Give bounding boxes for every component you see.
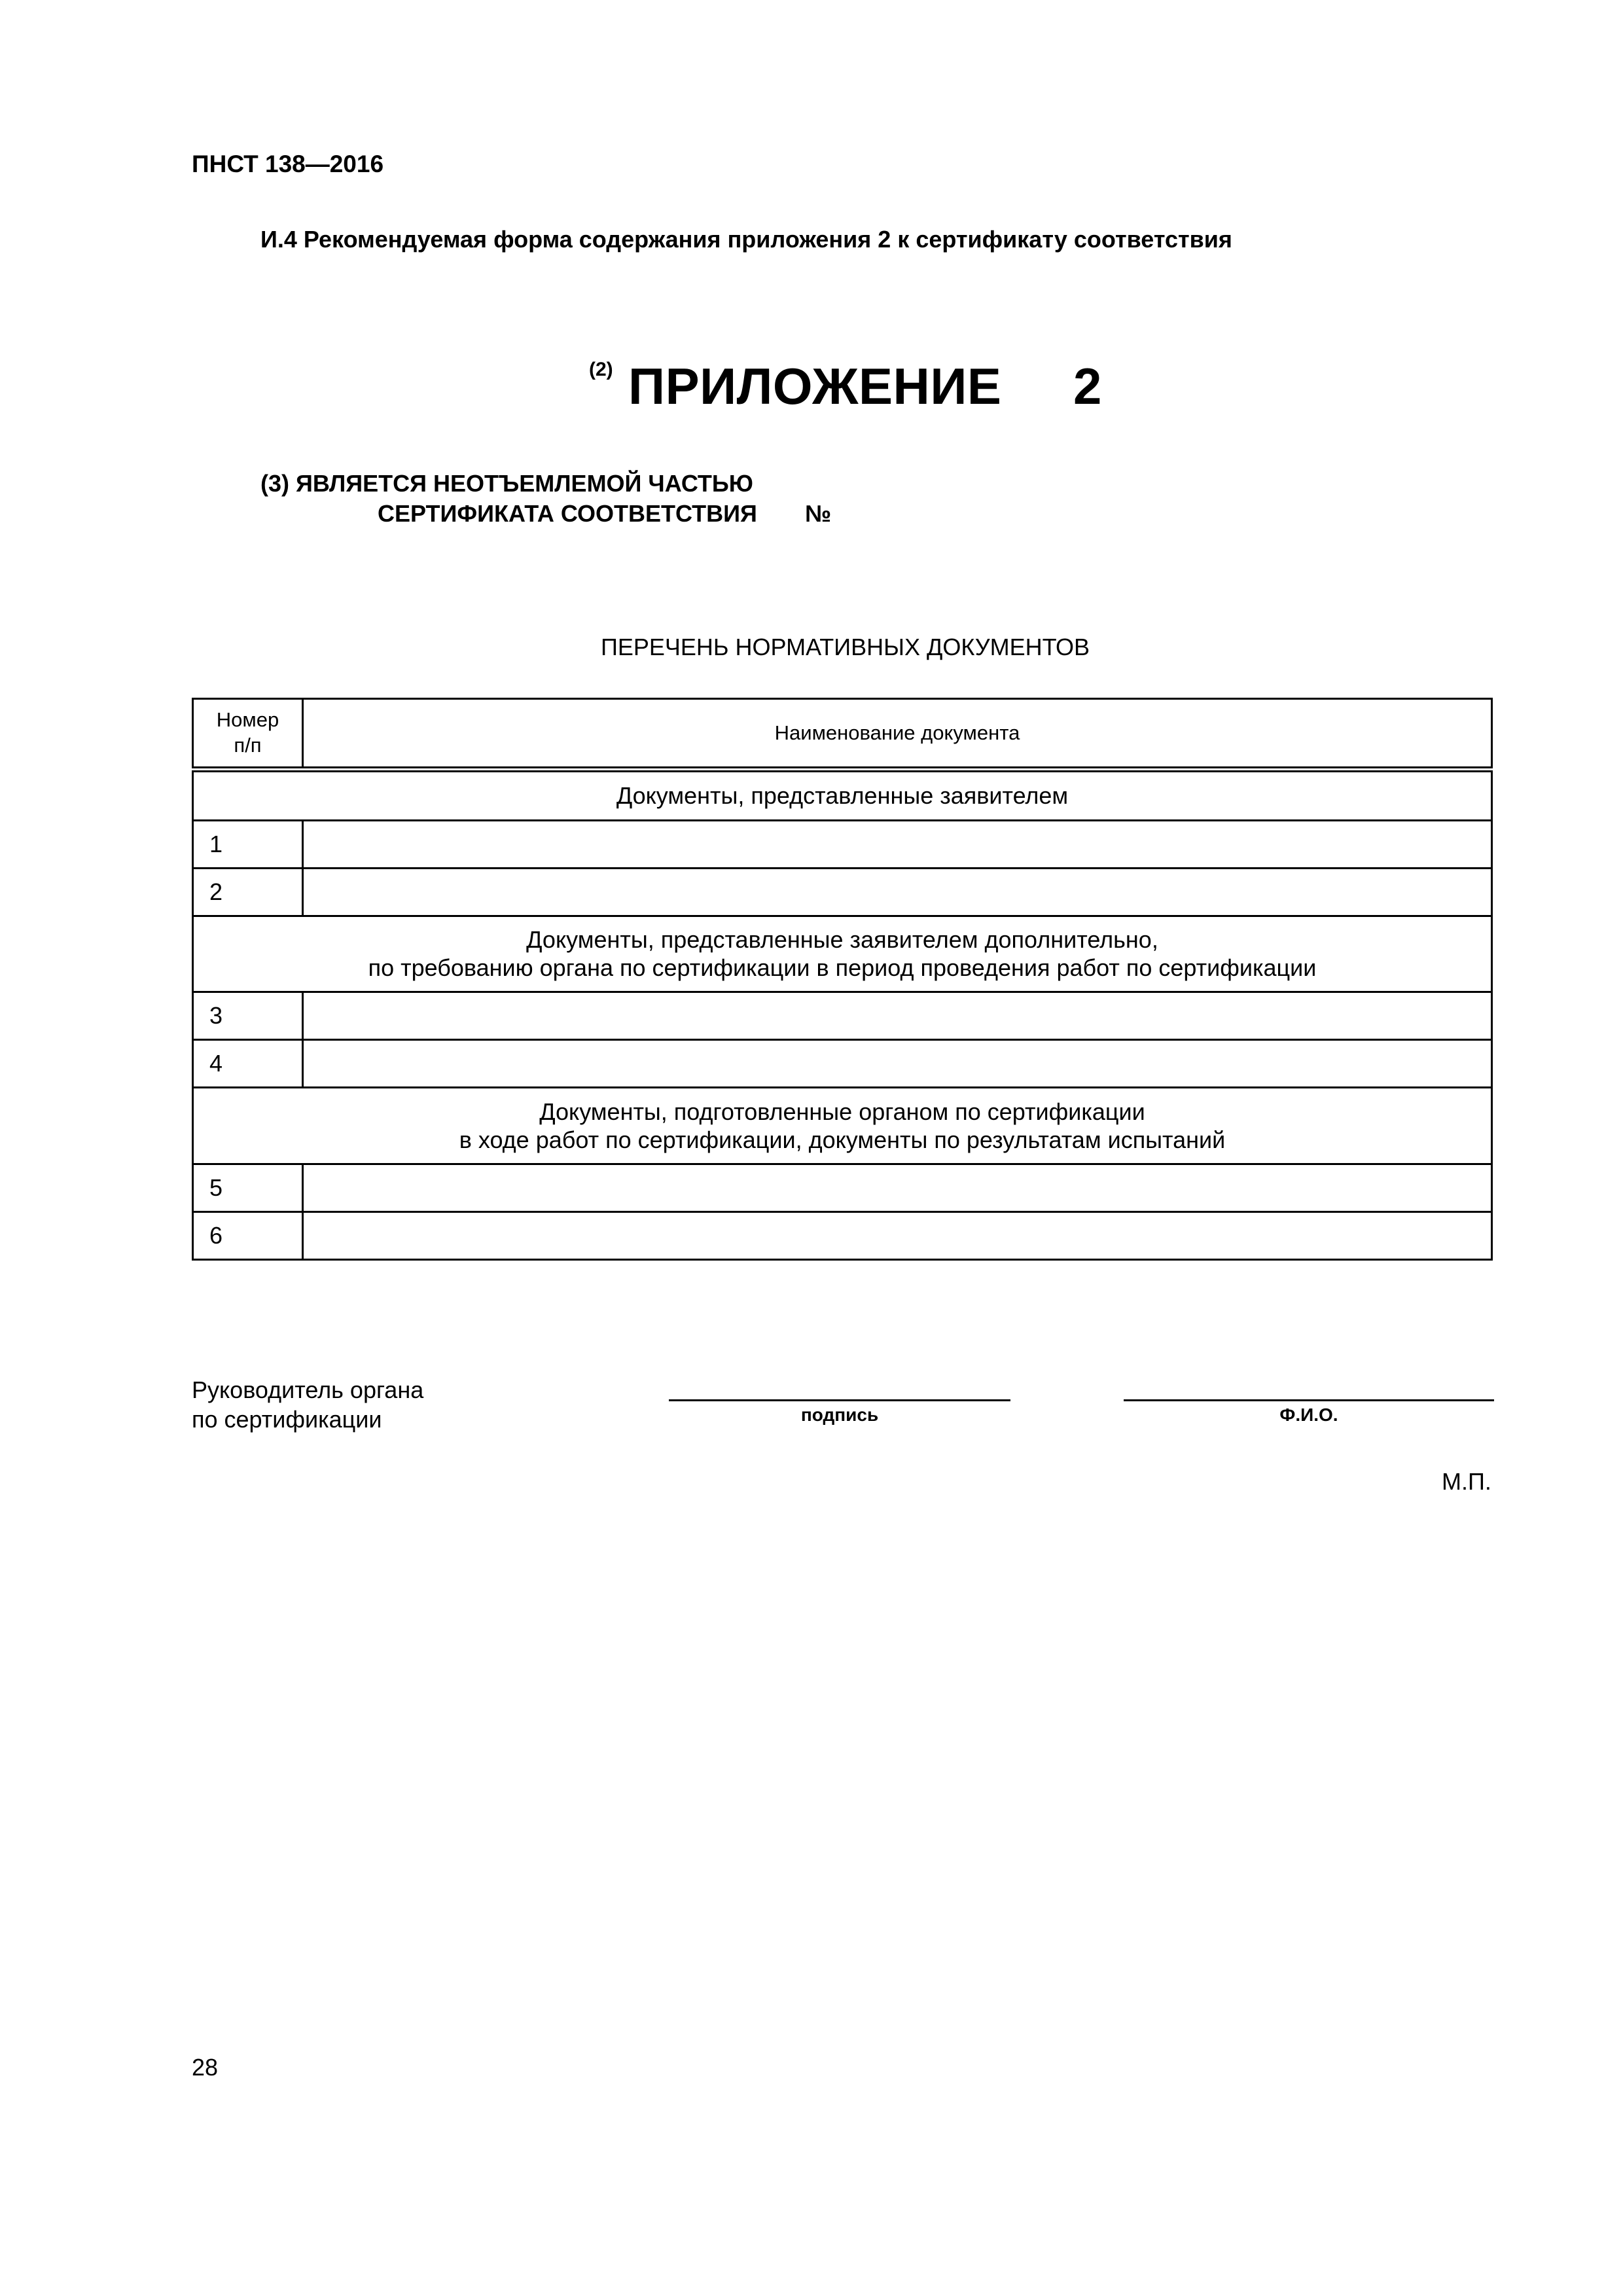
integral-part-line-1: (3) ЯВЛЯЕТСЯ НЕОТЪЕМЛЕМОЙ ЧАСТЬЮ — [260, 470, 753, 497]
table-row — [193, 992, 1492, 1040]
group-title-line: Документы, представленные заявителем дополнительно, — [526, 926, 1158, 954]
appendix-title: ПРИЛОЖЕНИЕ — [628, 357, 1002, 415]
section-title: И.4 Рекомендуемая форма содержания приложения 2 к сертификату соответствия — [260, 226, 1232, 253]
documents-table — [192, 698, 1493, 1261]
document-name-cell[interactable] — [303, 1040, 1492, 1088]
row-number: 2 — [193, 868, 303, 916]
signature-line[interactable] — [669, 1399, 1010, 1401]
table-header-row — [193, 699, 1492, 770]
signature-label: подпись — [800, 1405, 879, 1425]
table-row — [193, 1040, 1492, 1088]
table-row — [193, 868, 1492, 916]
group-title-line: по требованию органа по сертификации в период проведения работ по сертификации — [368, 954, 1317, 982]
page-number: 28 — [192, 2054, 219, 2081]
document-name-cell[interactable] — [303, 1211, 1492, 1259]
row-number: 3 — [193, 992, 303, 1040]
group-row-certification-body — [193, 1088, 1492, 1164]
row-number: 6 — [193, 1211, 303, 1259]
head-title-line-1: Руководитель органа — [192, 1376, 424, 1403]
documents-list-title: ПЕРЕЧЕНЬ НОРМАТИВНЫХ ДОКУМЕНТОВ — [600, 634, 1090, 660]
document-name-cell[interactable] — [303, 820, 1492, 868]
stamp-placeholder: М.П. — [1442, 1468, 1491, 1495]
column-header-number: Номер п/п — [193, 699, 303, 770]
full-name-label: Ф.И.О. — [1279, 1405, 1338, 1425]
group-title-line: Документы, подготовленные органом по сертификации — [539, 1098, 1145, 1125]
appendix-number: 2 — [1073, 357, 1102, 415]
group-row-additional — [193, 916, 1492, 992]
table-row — [193, 1164, 1492, 1211]
document-name-cell[interactable] — [303, 868, 1492, 916]
appendix-marker: (2) — [589, 359, 613, 380]
row-number: 1 — [193, 820, 303, 868]
row-number: 5 — [193, 1164, 303, 1211]
row-number: 4 — [193, 1040, 303, 1088]
document-name-cell[interactable] — [303, 1164, 1492, 1211]
group-title-line: в ходе работ по сертификации, документы по результатам испытаний — [459, 1126, 1226, 1154]
table-row — [193, 820, 1492, 868]
group-title-line: Документы, представленные заявителем — [616, 782, 1069, 810]
standard-code: ПНСТ 138—2016 — [192, 151, 384, 177]
certificate-number-sign: № — [805, 500, 832, 527]
document-name-cell[interactable] — [303, 992, 1492, 1040]
table-row — [193, 1211, 1492, 1259]
head-title-line-2: по сертификации — [192, 1406, 382, 1433]
integral-part-line-2: СЕРТИФИКАТА СООТВЕТСТВИЯ — [378, 500, 757, 527]
column-header-name: Наименование документа — [303, 699, 1492, 770]
group-row-applicant — [193, 770, 1492, 820]
full-name-line[interactable] — [1124, 1399, 1494, 1401]
